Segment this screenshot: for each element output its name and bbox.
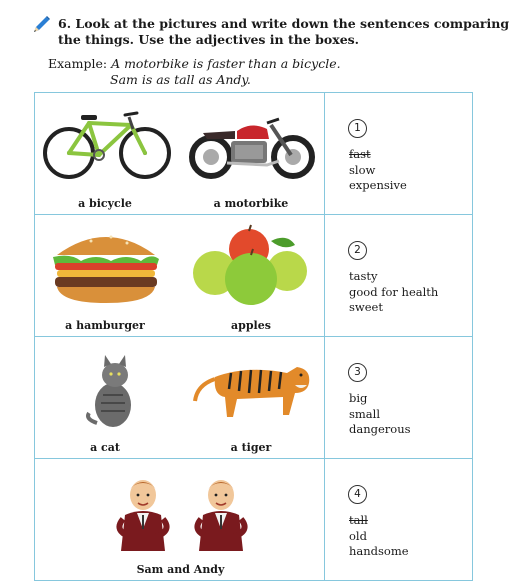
table-row [35, 459, 473, 581]
table-row [35, 93, 473, 215]
apples-image [187, 223, 317, 307]
exercise-table [34, 92, 473, 581]
caption-left: a cat [90, 441, 120, 454]
adjective: handsome [349, 544, 409, 558]
picture-cell [35, 93, 325, 215]
adjective-box [325, 337, 473, 459]
cat-image [41, 345, 171, 429]
picture-cell [35, 215, 325, 337]
caption-right: apples [231, 319, 271, 332]
adjective-list [349, 391, 411, 438]
adjective: good for health [349, 284, 439, 299]
adjective: small [349, 406, 381, 421]
adjective: old [349, 528, 367, 543]
adjective-box [325, 215, 473, 337]
adjective: dangerous [349, 422, 411, 436]
adjective: tasty [349, 269, 378, 283]
pencil-icon [30, 14, 52, 36]
item-number: 4 [348, 485, 367, 504]
motorbike-image [187, 101, 317, 185]
adjective-box [325, 459, 473, 581]
adjective: expensive [349, 178, 407, 192]
example-sentence-1: A motorbike is faster than a bicycle. [111, 56, 341, 71]
example-label: Example: [48, 56, 108, 71]
item-number: 1 [348, 119, 367, 138]
adjective: big [349, 391, 368, 405]
hamburger-image [41, 223, 171, 307]
adjective: sweet [349, 300, 383, 314]
adjective-list [349, 513, 409, 560]
adjective-list [349, 147, 407, 194]
caption-center: Sam and Andy [136, 563, 225, 576]
adjective: slow [349, 162, 376, 177]
adjective-box [325, 93, 473, 215]
picture-cell [35, 459, 325, 581]
adjective: fast [349, 147, 371, 161]
caption-right: a tiger [230, 441, 272, 454]
adjective-list [349, 269, 438, 316]
bicycle-image [41, 101, 171, 185]
item-number: 3 [348, 363, 367, 382]
example-block [48, 56, 341, 88]
exercise-instruction: 6. Look at the pictures and write down the sentences comparing the things. Use the adjectives in the boxes. [58, 16, 510, 47]
caption-right: a motorbike [213, 197, 289, 210]
table-row [35, 337, 473, 459]
item-number: 2 [348, 241, 367, 260]
example-sentence-2: Sam is as tall as Andy. [110, 72, 251, 87]
adjective: tall [349, 513, 368, 527]
caption-left: a hamburger [65, 319, 145, 332]
boy-left [119, 480, 166, 551]
table-row [35, 215, 473, 337]
boy-right [197, 480, 244, 551]
tiger-image [187, 345, 317, 429]
picture-cell [35, 337, 325, 459]
caption-left: a bicycle [78, 197, 132, 210]
boys-image [103, 467, 263, 551]
